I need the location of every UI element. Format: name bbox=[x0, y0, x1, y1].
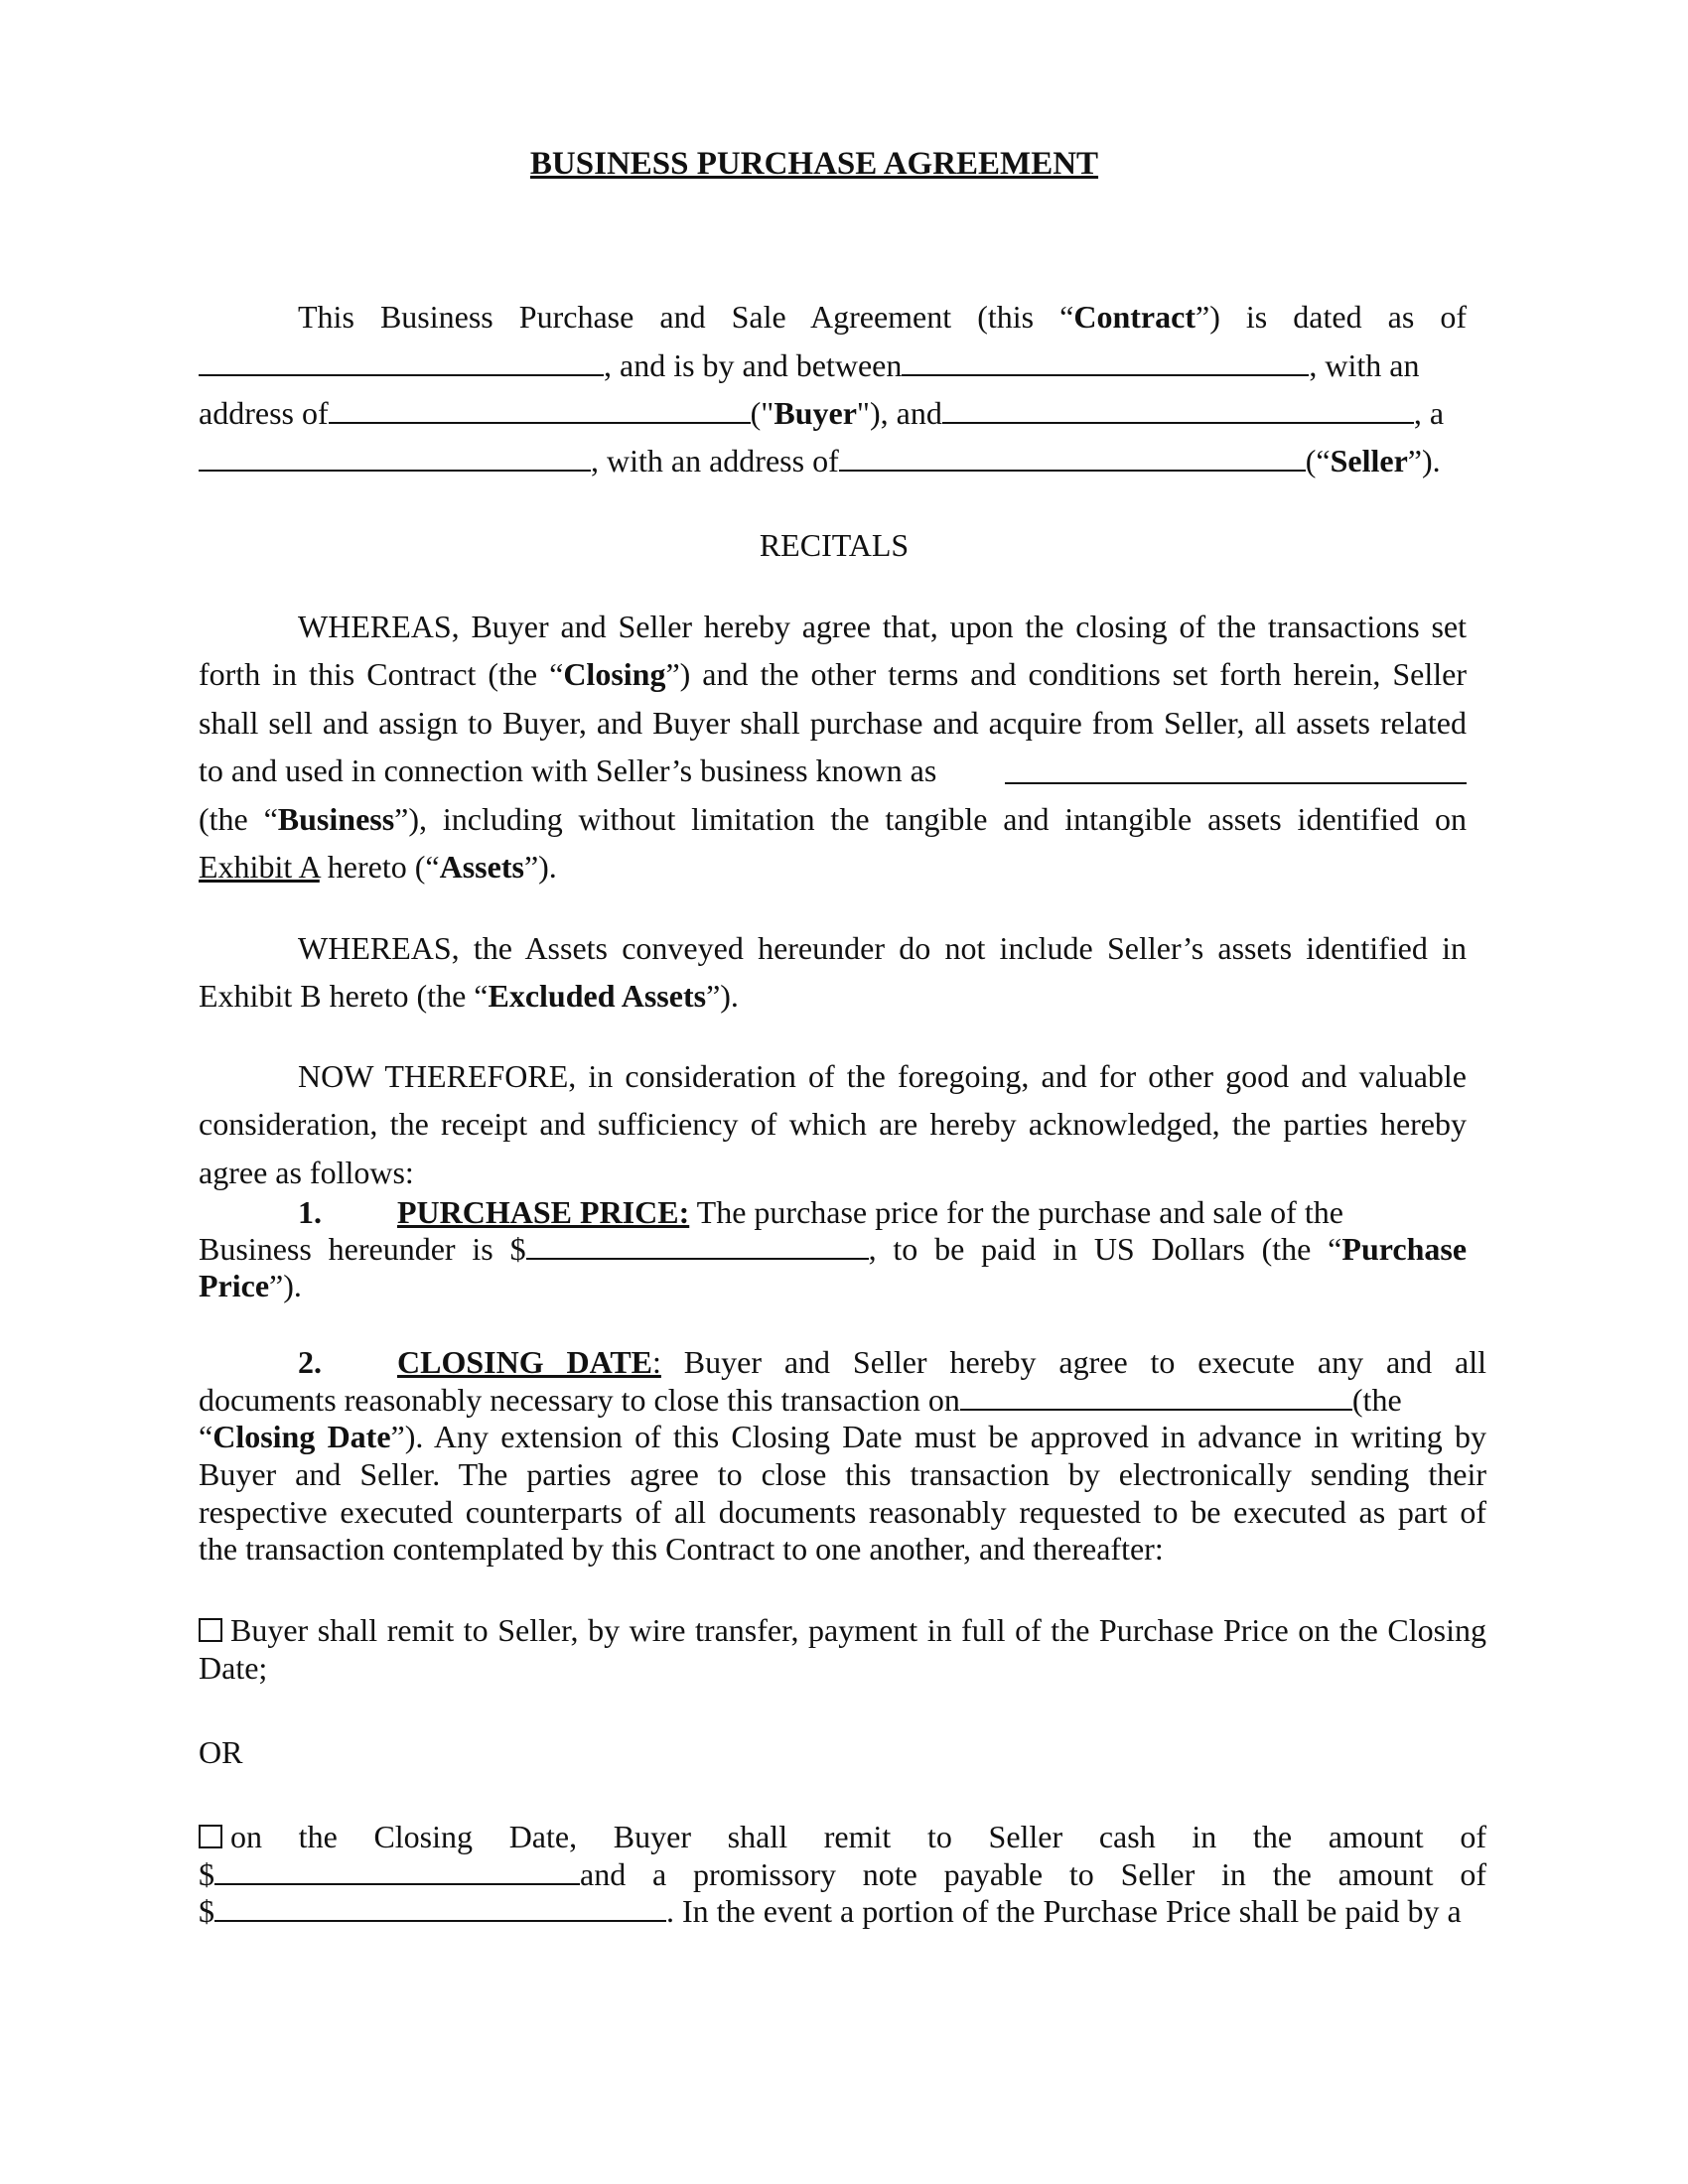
buyer-address-blank[interactable] bbox=[329, 392, 751, 424]
option1-checkbox[interactable] bbox=[199, 1618, 222, 1642]
whereas1-line-2: forth in this Contract (the “Closing”) and the other terms and conditions set forth herein, Seller bbox=[199, 656, 1468, 692]
whereas1-line-6: Exhibit A hereto (“Assets”). bbox=[199, 849, 557, 885]
option2-line-3: $ . In the event a portion of the Purchase Price shall be paid by a bbox=[199, 1889, 1486, 1933]
seller-type-blank[interactable] bbox=[199, 440, 591, 472]
intro-line-2: , and is by and between , with an bbox=[199, 343, 1467, 387]
section2-line-1: 2. CLOSING DATE: Buyer and Seller hereby agree to execute any and all bbox=[298, 1344, 1486, 1380]
option1-line-2: Date; bbox=[199, 1650, 268, 1686]
section1-line-2: Business hereunder is $ , to be paid in US Dollars (the “Purchase bbox=[199, 1227, 1467, 1271]
intro-line-3: address of ("Buyer"), and , a bbox=[199, 391, 1467, 435]
seller-address-blank[interactable] bbox=[839, 440, 1306, 472]
note-amount-blank[interactable] bbox=[214, 1890, 666, 1922]
whereas2-line-2: Exhibit B hereto (the “Excluded Assets”). bbox=[199, 978, 739, 1014]
section2-line-3: “Closing Date”). Any extension of this Closing Date must be approved in advance in writing by bbox=[199, 1419, 1487, 1454]
whereas1-line-5: (the “Business”), including without limitation the tangible and intangible assets identified on bbox=[199, 801, 1468, 837]
section1-heading: PURCHASE PRICE: bbox=[397, 1194, 690, 1230]
date-blank[interactable] bbox=[199, 344, 604, 376]
now-therefore-line-2: consideration, the receipt and sufficiency of which are hereby acknowledged, the parties hereby bbox=[199, 1106, 1467, 1142]
section2-line-5: respective executed counterparts of all documents reasonably requested to be executed as part of bbox=[199, 1494, 1486, 1530]
section2-line-4: Buyer and Seller. The parties agree to close this transaction by electronically sending their bbox=[199, 1456, 1486, 1492]
whereas2-line-1: WHEREAS, the Assets conveyed hereunder do not include Seller’s assets identified in bbox=[298, 930, 1467, 966]
whereas1-line-4: to and used in connection with Seller’s business known as bbox=[199, 749, 1467, 792]
section1-line-3: Price”). bbox=[199, 1268, 302, 1303]
intro-line-1: This Business Purchase and Sale Agreement (this “Contract”) is dated as of bbox=[298, 299, 1468, 335]
option1-line-1: Buyer shall remit to Seller, by wire transfer, payment in full of the Purchase Price on the Closing bbox=[199, 1608, 1486, 1652]
section2-heading: CLOSING DATE bbox=[397, 1344, 652, 1380]
closing-date-blank[interactable] bbox=[960, 1379, 1352, 1411]
intro-line-4: , with an address of (“Seller”). bbox=[199, 439, 1467, 482]
option2-line-1: on the Closing Date, Buyer shall remit to Seller cash in the amount of bbox=[199, 1815, 1486, 1858]
document-title: BUSINESS PURCHASE AGREEMENT bbox=[529, 146, 1099, 182]
now-therefore-line-3: agree as follows: bbox=[199, 1155, 414, 1190]
or-label: OR bbox=[199, 1734, 243, 1770]
cash-amount-blank[interactable] bbox=[214, 1853, 580, 1885]
section2-line-6: the transaction contemplated by this Contract to one another, and thereafter: bbox=[199, 1531, 1164, 1567]
option2-checkbox[interactable] bbox=[199, 1825, 222, 1848]
whereas1-line-1: WHEREAS, Buyer and Seller hereby agree that, upon the closing of the transactions set bbox=[298, 609, 1467, 644]
section2-line-2: documents reasonably necessary to close this transaction on (the bbox=[199, 1378, 1486, 1422]
now-therefore-line-1: NOW THEREFORE, in consideration of the foregoing, and for other good and valuable bbox=[298, 1058, 1467, 1094]
recitals-heading: RECITALS bbox=[759, 527, 910, 563]
section1-line-1: 1. PURCHASE PRICE: The purchase price for the purchase and sale of the bbox=[298, 1194, 1343, 1230]
buyer-name-blank[interactable] bbox=[902, 344, 1309, 376]
exhibit-a-link[interactable]: Exhibit A bbox=[199, 849, 320, 885]
business-name-blank[interactable] bbox=[1005, 752, 1467, 784]
purchase-price-blank[interactable] bbox=[526, 1228, 869, 1260]
whereas1-line-3: shall sell and assign to Buyer, and Buyer shall purchase and acquire from Seller, all assets related bbox=[199, 705, 1467, 741]
seller-name-blank[interactable] bbox=[942, 392, 1414, 424]
option2-line-2: $ and a promissory note payable to Seller in the amount of bbox=[199, 1852, 1486, 1896]
